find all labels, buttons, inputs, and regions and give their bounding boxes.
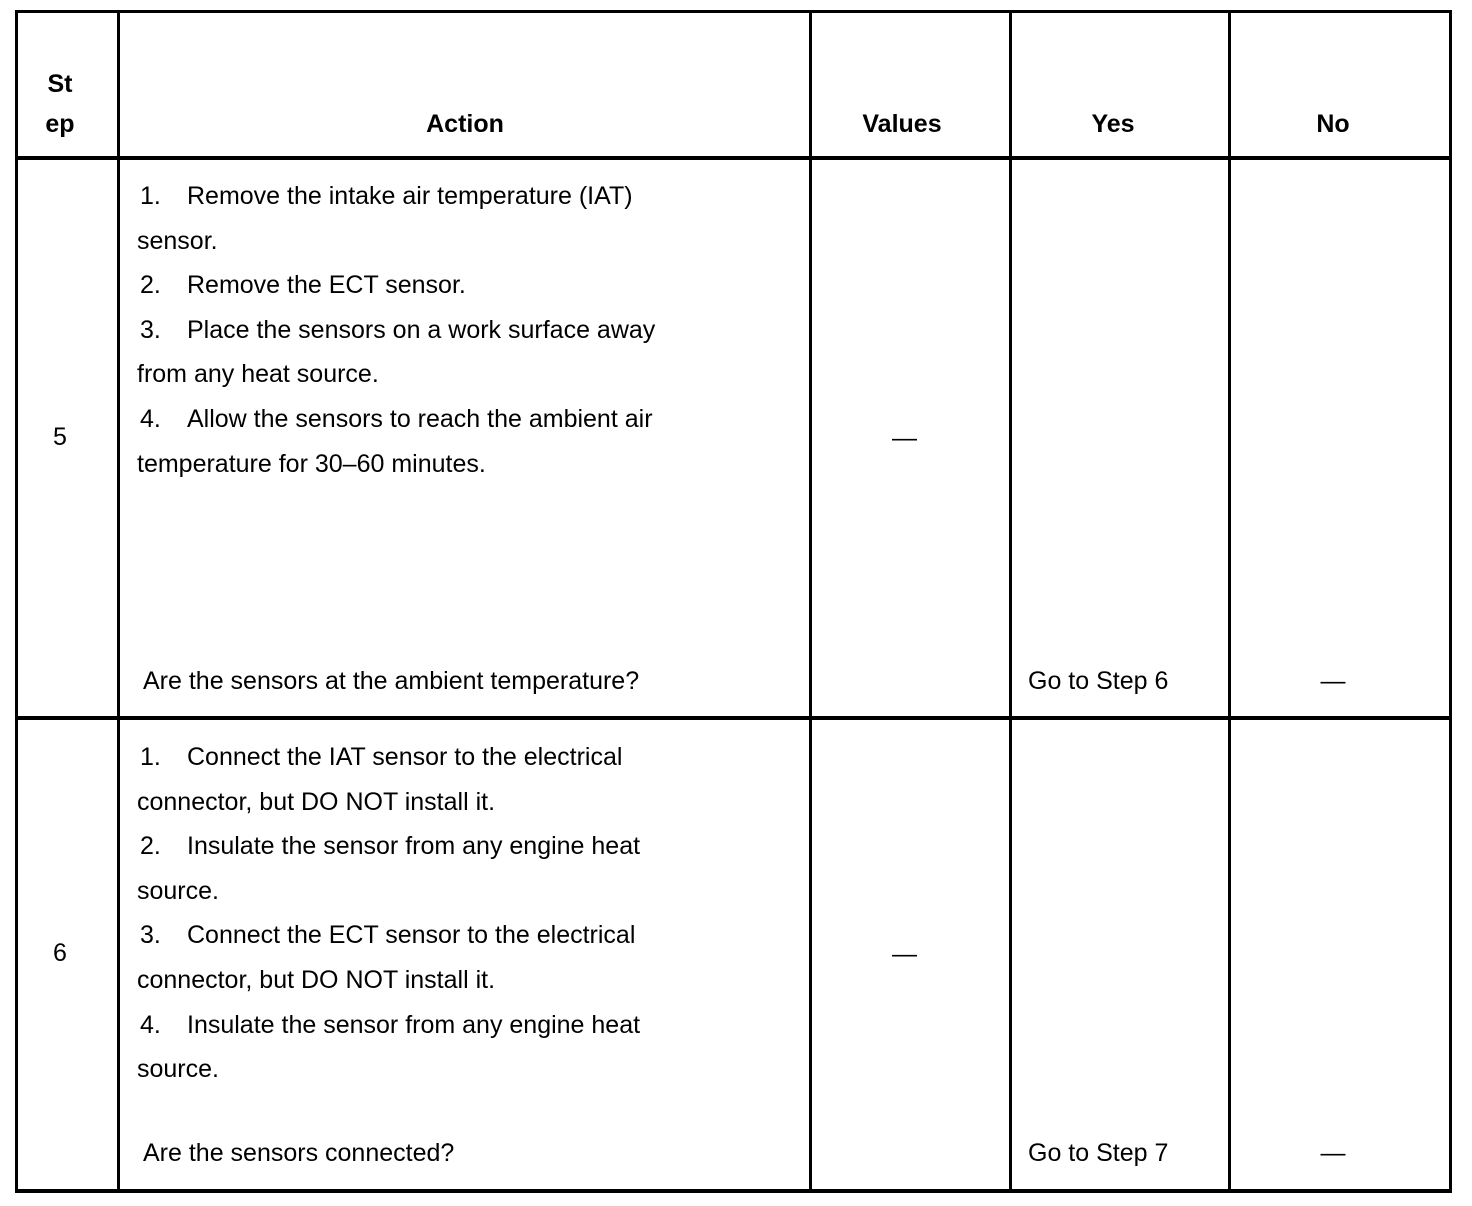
header-divider — [15, 156, 1452, 160]
header-no: No — [1316, 110, 1350, 138]
action-list — [137, 735, 797, 1092]
action-item-continuation: source. — [137, 876, 219, 905]
row-divider — [15, 716, 1452, 720]
step-number: 6 — [53, 939, 67, 967]
header-yes: Yes — [1091, 110, 1135, 138]
action-item-continuation: temperature for 30–60 minutes. — [137, 449, 486, 478]
values-cell: — — [892, 940, 917, 968]
action-item: 3. Place the sensors on a work surface away — [140, 315, 656, 344]
col-divider-action — [809, 10, 812, 1193]
table-border-bottom — [15, 1189, 1452, 1193]
step-number: 5 — [53, 423, 67, 451]
table-border-left — [15, 10, 18, 1193]
action-item-continuation: connector, but DO NOT install it. — [137, 965, 496, 994]
action-item: 4. Insulate the sensor from any engine heat — [140, 1010, 641, 1039]
action-list — [137, 174, 797, 486]
yes-cell: Go to Step 7 — [1028, 1139, 1169, 1167]
header-action: Action — [426, 110, 504, 138]
col-divider-yes — [1228, 10, 1231, 1193]
col-divider-step — [117, 10, 120, 1193]
col-divider-values — [1009, 10, 1012, 1193]
yes-cell: Go to Step 6 — [1028, 667, 1169, 695]
no-cell: — — [1320, 667, 1346, 695]
action-item-continuation: connector, but DO NOT install it. — [137, 787, 496, 816]
action-item: 2. Insulate the sensor from any engine heat — [140, 832, 641, 861]
action-question: Are the sensors connected? — [143, 1139, 455, 1167]
action-item-continuation: from any heat source. — [137, 360, 379, 389]
action-question: Are the sensors at the ambient temperature? — [143, 667, 640, 695]
header-step-line1: St — [47, 70, 73, 98]
values-cell: — — [892, 424, 917, 452]
table-border-top — [15, 10, 1452, 13]
table-border-right — [1449, 10, 1452, 1193]
header-step-line2: ep — [45, 110, 75, 138]
action-item-continuation: source. — [137, 1055, 219, 1084]
header-values: Values — [862, 110, 942, 138]
action-item: 4. Allow the sensors to reach the ambient air — [140, 404, 653, 433]
no-cell: — — [1320, 1139, 1346, 1167]
action-item: 1. Remove the intake air temperature (IAT) — [140, 182, 633, 210]
action-item-continuation: sensor. — [137, 226, 218, 255]
action-item: 1. Connect the IAT sensor to the electrical — [140, 743, 623, 771]
action-item: 2. Remove the ECT sensor. — [140, 271, 466, 300]
action-item: 3. Connect the ECT sensor to the electrical — [140, 921, 636, 950]
